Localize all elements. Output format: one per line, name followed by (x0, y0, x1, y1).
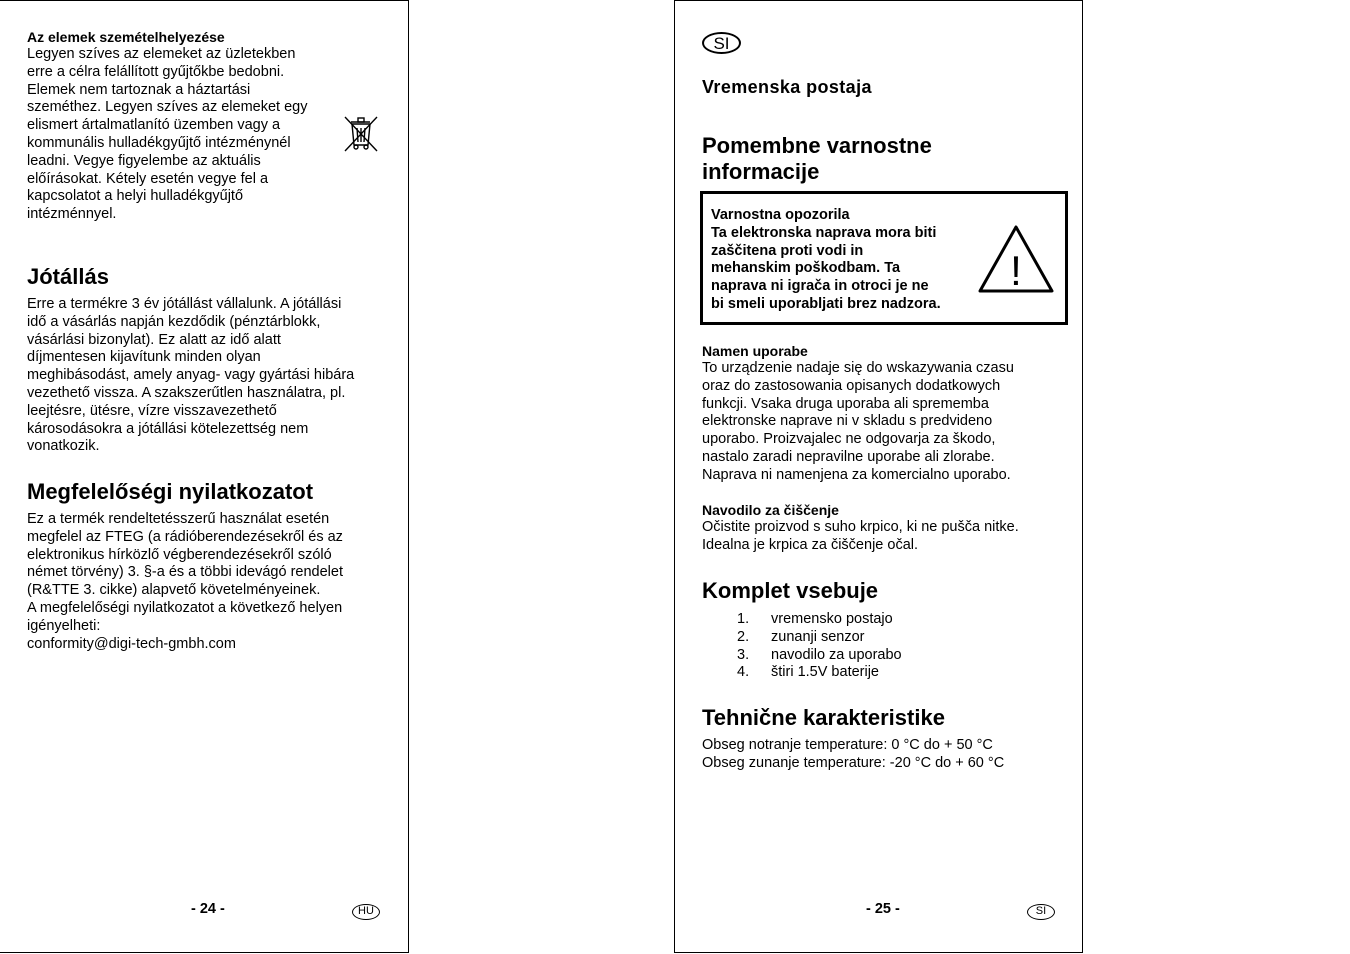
text-line: nastalo zaradi nepravilne uporabe ali zlorabe. (702, 448, 995, 465)
text-line: elektronikus hírközlő végberendezésekről szóló (27, 546, 332, 563)
specs-heading: Tehnične karakteristike (702, 705, 945, 730)
list-item-text: štiri 1.5V baterije (771, 664, 879, 681)
list-item (702, 664, 1062, 682)
text-line: vásárlási bizonylat). Ez alatt az idő alatt (27, 331, 281, 348)
text-line: kommunális hulladékgyűjtő intézménynél (27, 134, 291, 151)
text-line: idő a vásárlás napján kezdődik (pénztárblokk, (27, 313, 321, 330)
heading-line: informacije (702, 159, 820, 184)
text-line: zaščitena proti vodi in (711, 242, 864, 259)
page-25 (674, 0, 1083, 953)
list-item-text: navodilo za uporabo (771, 646, 902, 663)
text-line: meghibásodást, amely anyag- vagy gyártási hibára (27, 367, 355, 384)
list-item-number: 1. (737, 611, 750, 627)
text-line: funkcji. Vsaka druga uporaba ali sprememba (702, 395, 989, 412)
page-number: - 24 - (191, 901, 225, 917)
text-line: elektronske naprave ni v skladu s predvideno (702, 413, 993, 430)
text-line: intézménnyel. (27, 206, 117, 223)
intended-use-text (702, 360, 1072, 485)
disposal-text (27, 46, 347, 224)
text-line: előírásokat. Kétely esetén vegye fel a (27, 170, 269, 187)
text-line: vonatkozik. (27, 438, 100, 455)
text-line: Erre a termékre 3 év jótállást vállalunk. A jótállási (27, 296, 342, 312)
text-line: mehanskim poškodbam. Ta (711, 260, 901, 277)
specs-text (702, 737, 1072, 773)
text-line: Obseg zunanje temperature: -20 °C do + 60 °C (702, 754, 1005, 771)
text-line: károsodásokra a jótállási kötelezettség nem (27, 420, 309, 437)
list-item-number: 4. (737, 664, 750, 681)
text-line: Idealna je krpica za čiščenje očal. (702, 536, 919, 553)
text-line: Elemek nem tartoznak a háztartási (27, 81, 251, 98)
text-line: leejtésre, ütésre, vízre visszavezethető (27, 402, 277, 419)
safety-heading (702, 133, 932, 185)
contents-heading: Komplet vsebuje (702, 578, 879, 603)
list-item-number: 2. (737, 628, 750, 645)
warranty-heading: Jótállás (27, 264, 109, 289)
warning-triangle-icon (976, 223, 1056, 295)
page-number: - 25 - (866, 901, 900, 917)
contents-list (702, 611, 1062, 682)
warning-heading: Varnostna opozorila (711, 207, 850, 223)
text-line: Obseg notranje temperature: 0 °C do + 50 °C (702, 737, 993, 753)
crossed-out-wheelie-bin-icon (343, 115, 379, 153)
text-line: elismert ártalmatlanító üzemben vagy a (27, 117, 281, 134)
text-line: kapcsolatot a helyi hulladékgyűjtő (27, 188, 244, 205)
list-item (702, 629, 1062, 647)
list-item-number: 3. (737, 646, 750, 663)
text-line: (R&TTE 3. cikke) alapvető követelményeinek. (27, 582, 321, 599)
text-line: bi smeli uporabljati brez nadzora. (711, 295, 941, 312)
disposal-heading: Az elemek szemételhelyezése (27, 29, 225, 45)
text-line: erre a célra felállított gyűjtőkbe bedobni. (27, 63, 285, 80)
list-item (702, 611, 1062, 629)
intended-use-heading: Namen uporabe (702, 343, 808, 359)
list-item (702, 647, 1062, 665)
language-badge: HU (352, 904, 380, 920)
cleaning-text (702, 519, 1072, 555)
text-line: Ez a termék rendeltetésszerű használat esetén (27, 511, 330, 527)
text-line: megfelel az FTEG (a rádióberendezésekről és az (27, 528, 343, 545)
text-line: Očistite proizvod s suho krpico, ki ne pušča nitke. (702, 519, 1019, 535)
conformity-heading: Megfelelőségi nyilatkozatot (27, 479, 314, 504)
text-line: A megfelelőségi nyilatkozatot a következő helyen (27, 599, 343, 616)
text-line: Naprava ni namenjena za komercialno uporabo. (702, 466, 1011, 483)
text-line: To urządzenie nadaje się do wskazywania czasu (702, 360, 1014, 376)
language-badge-top: SI (702, 32, 741, 54)
safety-warning-box (700, 191, 1068, 325)
list-item-text: zunanji senzor (771, 628, 865, 645)
text-line: igényelheti: (27, 617, 101, 634)
product-title: Vremenska postaja (702, 77, 872, 97)
conformity-text (27, 511, 397, 653)
text-line: Legyen szíves az elemeket az üzletekben (27, 46, 296, 62)
heading-line: Pomembne varnostne (702, 133, 932, 158)
cleaning-heading: Navodilo za čiščenje (702, 502, 839, 518)
warranty-text (27, 296, 397, 456)
text-line: díjmentesen kijavítunk minden olyan (27, 349, 261, 366)
text-line: naprava ni igrača in otroci je ne (711, 278, 929, 295)
language-badge: SI (1027, 904, 1055, 920)
text-line: leadni. Vegye figyelembe az aktuális (27, 152, 261, 169)
text-line: Ta elektronska naprava mora biti (711, 224, 937, 241)
warning-exclamation: ! (1010, 247, 1022, 294)
text-line: uporabo. Proizvajalec ne odgovarja za škodo, (702, 431, 996, 448)
conformity-email: conformity@digi-tech-gmbh.com (27, 635, 236, 652)
text-line: vezethető vissza. A szakszerűtlen használatra, pl. (27, 384, 346, 401)
text-line: német törvény) 3. §-a és a többi idevágó rendelet (27, 564, 343, 581)
warning-text (711, 207, 941, 314)
list-item-text: vremensko postajo (771, 611, 893, 627)
text-line: oraz do zastosowania opisanych dodatkowych (702, 377, 1001, 394)
page-24 (0, 0, 409, 953)
text-line: szeméthez. Legyen szíves az elemeket egy (27, 99, 308, 116)
